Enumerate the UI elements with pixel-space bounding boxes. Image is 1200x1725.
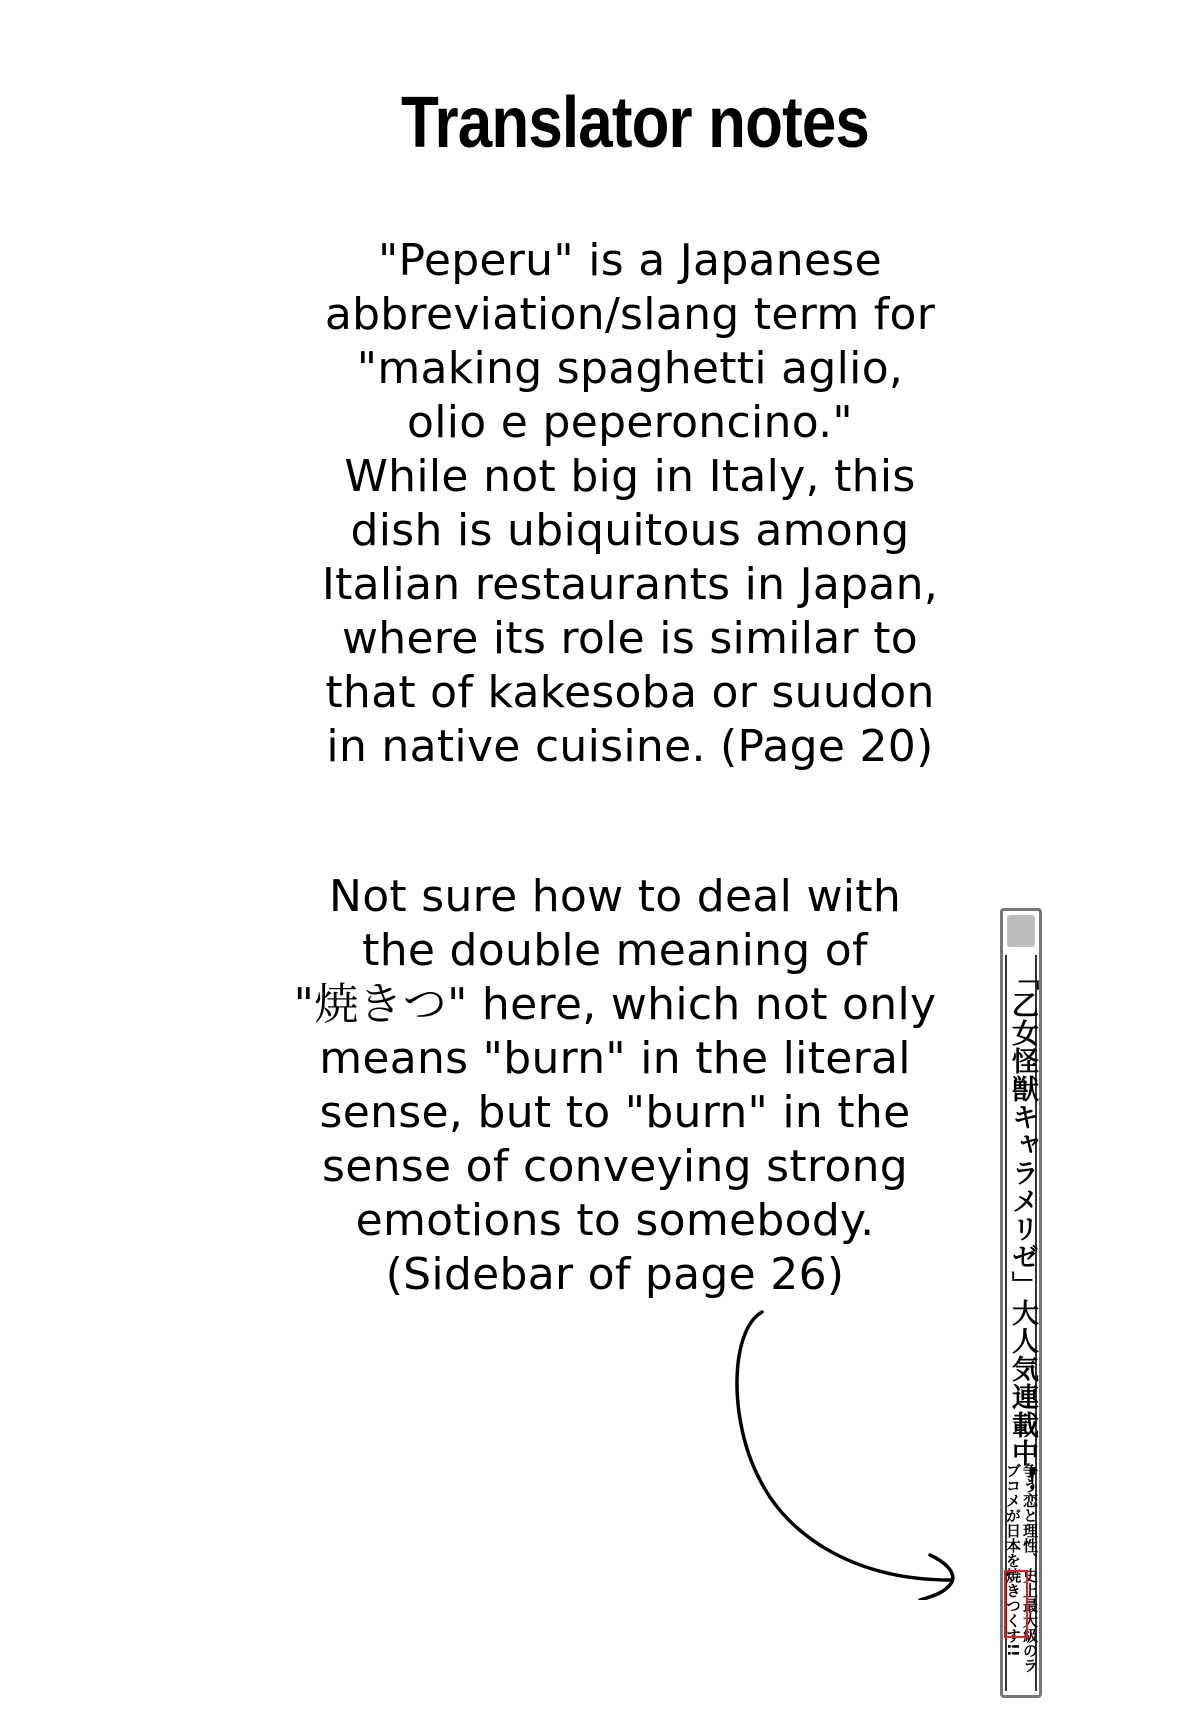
note-line: Italian restaurants in Japan, (321, 559, 939, 610)
character-thumbnail (1007, 915, 1035, 947)
note-line: (Sidebar of page 26) (385, 1249, 845, 1300)
note-line: dish is ubiquitous among (350, 505, 910, 556)
note-line: abbreviation/slang term for (324, 289, 936, 340)
note-line: in native cuisine. (Page 20) (326, 721, 934, 772)
note-line: "焼きつ" here, which not only (293, 979, 937, 1030)
note-line: sense, but to "burn" in the (319, 1087, 911, 1138)
sidebar-sub-column-left: ブコメが日本を焼きつくす!! (1004, 1463, 1022, 1657)
curved-arrow-icon (720, 1300, 960, 1600)
note-line: where its role is similar to (341, 613, 919, 664)
note-line: "Peperu" is a Japanese (378, 235, 882, 286)
note-line: emotions to somebody. (355, 1195, 875, 1246)
highlight-box (1004, 1570, 1028, 1638)
sidebar-sub-column-right: 争う恋と理性、史上最大級のラ (1021, 1463, 1039, 1673)
sidebar-main-text: 「乙女怪獣キャラメリゼ」大人気連載中！ (1007, 963, 1038, 1495)
note-line: olio e peperoncino." (407, 397, 853, 448)
note-line: means "burn" in the literal (319, 1033, 911, 1084)
note-line: that of kakesoba or suudon (325, 667, 935, 718)
note-line: sense of conveying strong (322, 1141, 908, 1192)
note-line: Not sure how to deal with (328, 871, 902, 922)
note-line: "making spaghetti aglio, (356, 343, 904, 394)
page-title: Translator notes (401, 83, 869, 163)
note-line: While not big in Italy, this (344, 451, 916, 502)
note-line: the double meaning of (362, 925, 868, 976)
translator-note-1 (230, 234, 1030, 774)
translator-note-2 (215, 870, 1015, 1302)
sidebar-sub-text (1004, 1463, 1038, 1673)
